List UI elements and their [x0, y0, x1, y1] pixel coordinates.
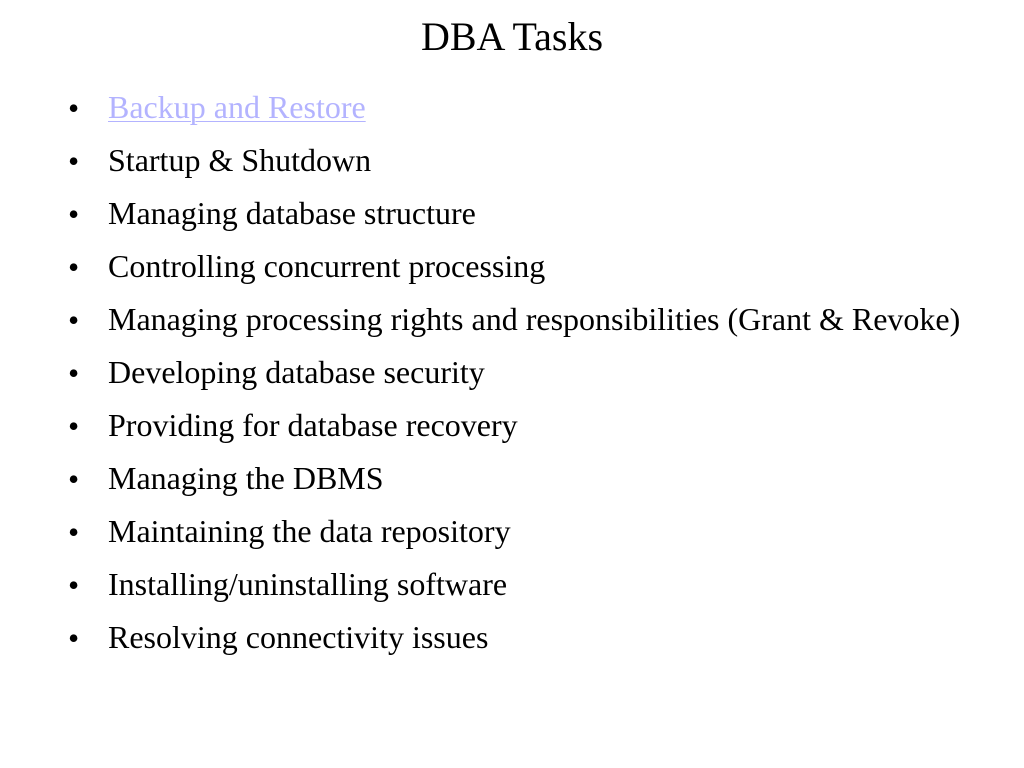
bullet-text: Providing for database recovery — [108, 407, 518, 443]
bullet-item-data-repository — [68, 510, 998, 554]
bullet-item-backup-restore — [68, 86, 998, 130]
bullet-item-installing-software — [68, 563, 998, 607]
bullet-text: Developing database security — [108, 354, 485, 390]
bullet-text: Managing processing rights and responsibilities (Grant & Revoke) — [108, 301, 961, 337]
bullet-item-processing-rights — [68, 298, 998, 342]
bullet-text: Installing/uninstalling software — [108, 566, 508, 602]
bullet-text: Managing the DBMS — [108, 460, 384, 496]
bullet-icon: • — [68, 408, 80, 444]
bullet-icon: • — [68, 90, 80, 126]
backup-restore-link[interactable]: Backup and Restore — [108, 89, 366, 125]
bullet-item-managing-dbms — [68, 457, 998, 501]
bullet-text: Controlling concurrent processing — [108, 248, 546, 284]
bullet-item-startup-shutdown — [68, 139, 998, 183]
bullet-text: Maintaining the data repository — [108, 513, 511, 549]
bullet-icon: • — [68, 620, 80, 656]
bullet-icon: • — [68, 302, 80, 338]
bullet-icon: • — [68, 567, 80, 603]
bullet-item-concurrent-processing — [68, 245, 998, 289]
bullet-item-connectivity-issues — [68, 616, 998, 660]
bullet-list — [68, 86, 998, 669]
bullet-icon: • — [68, 514, 80, 550]
bullet-text: Startup & Shutdown — [108, 142, 372, 178]
bullet-icon: • — [68, 143, 80, 179]
bullet-item-database-security — [68, 351, 998, 395]
bullet-item-database-recovery — [68, 404, 998, 448]
slide-title: DBA Tasks — [420, 14, 604, 59]
bullet-icon: • — [68, 249, 80, 285]
bullet-icon: • — [68, 461, 80, 497]
bullet-item-database-structure — [68, 192, 998, 236]
bullet-icon: • — [68, 355, 80, 391]
bullet-icon: • — [68, 196, 80, 232]
bullet-text: Managing database structure — [108, 195, 476, 231]
bullet-text: Resolving connectivity issues — [108, 619, 489, 655]
